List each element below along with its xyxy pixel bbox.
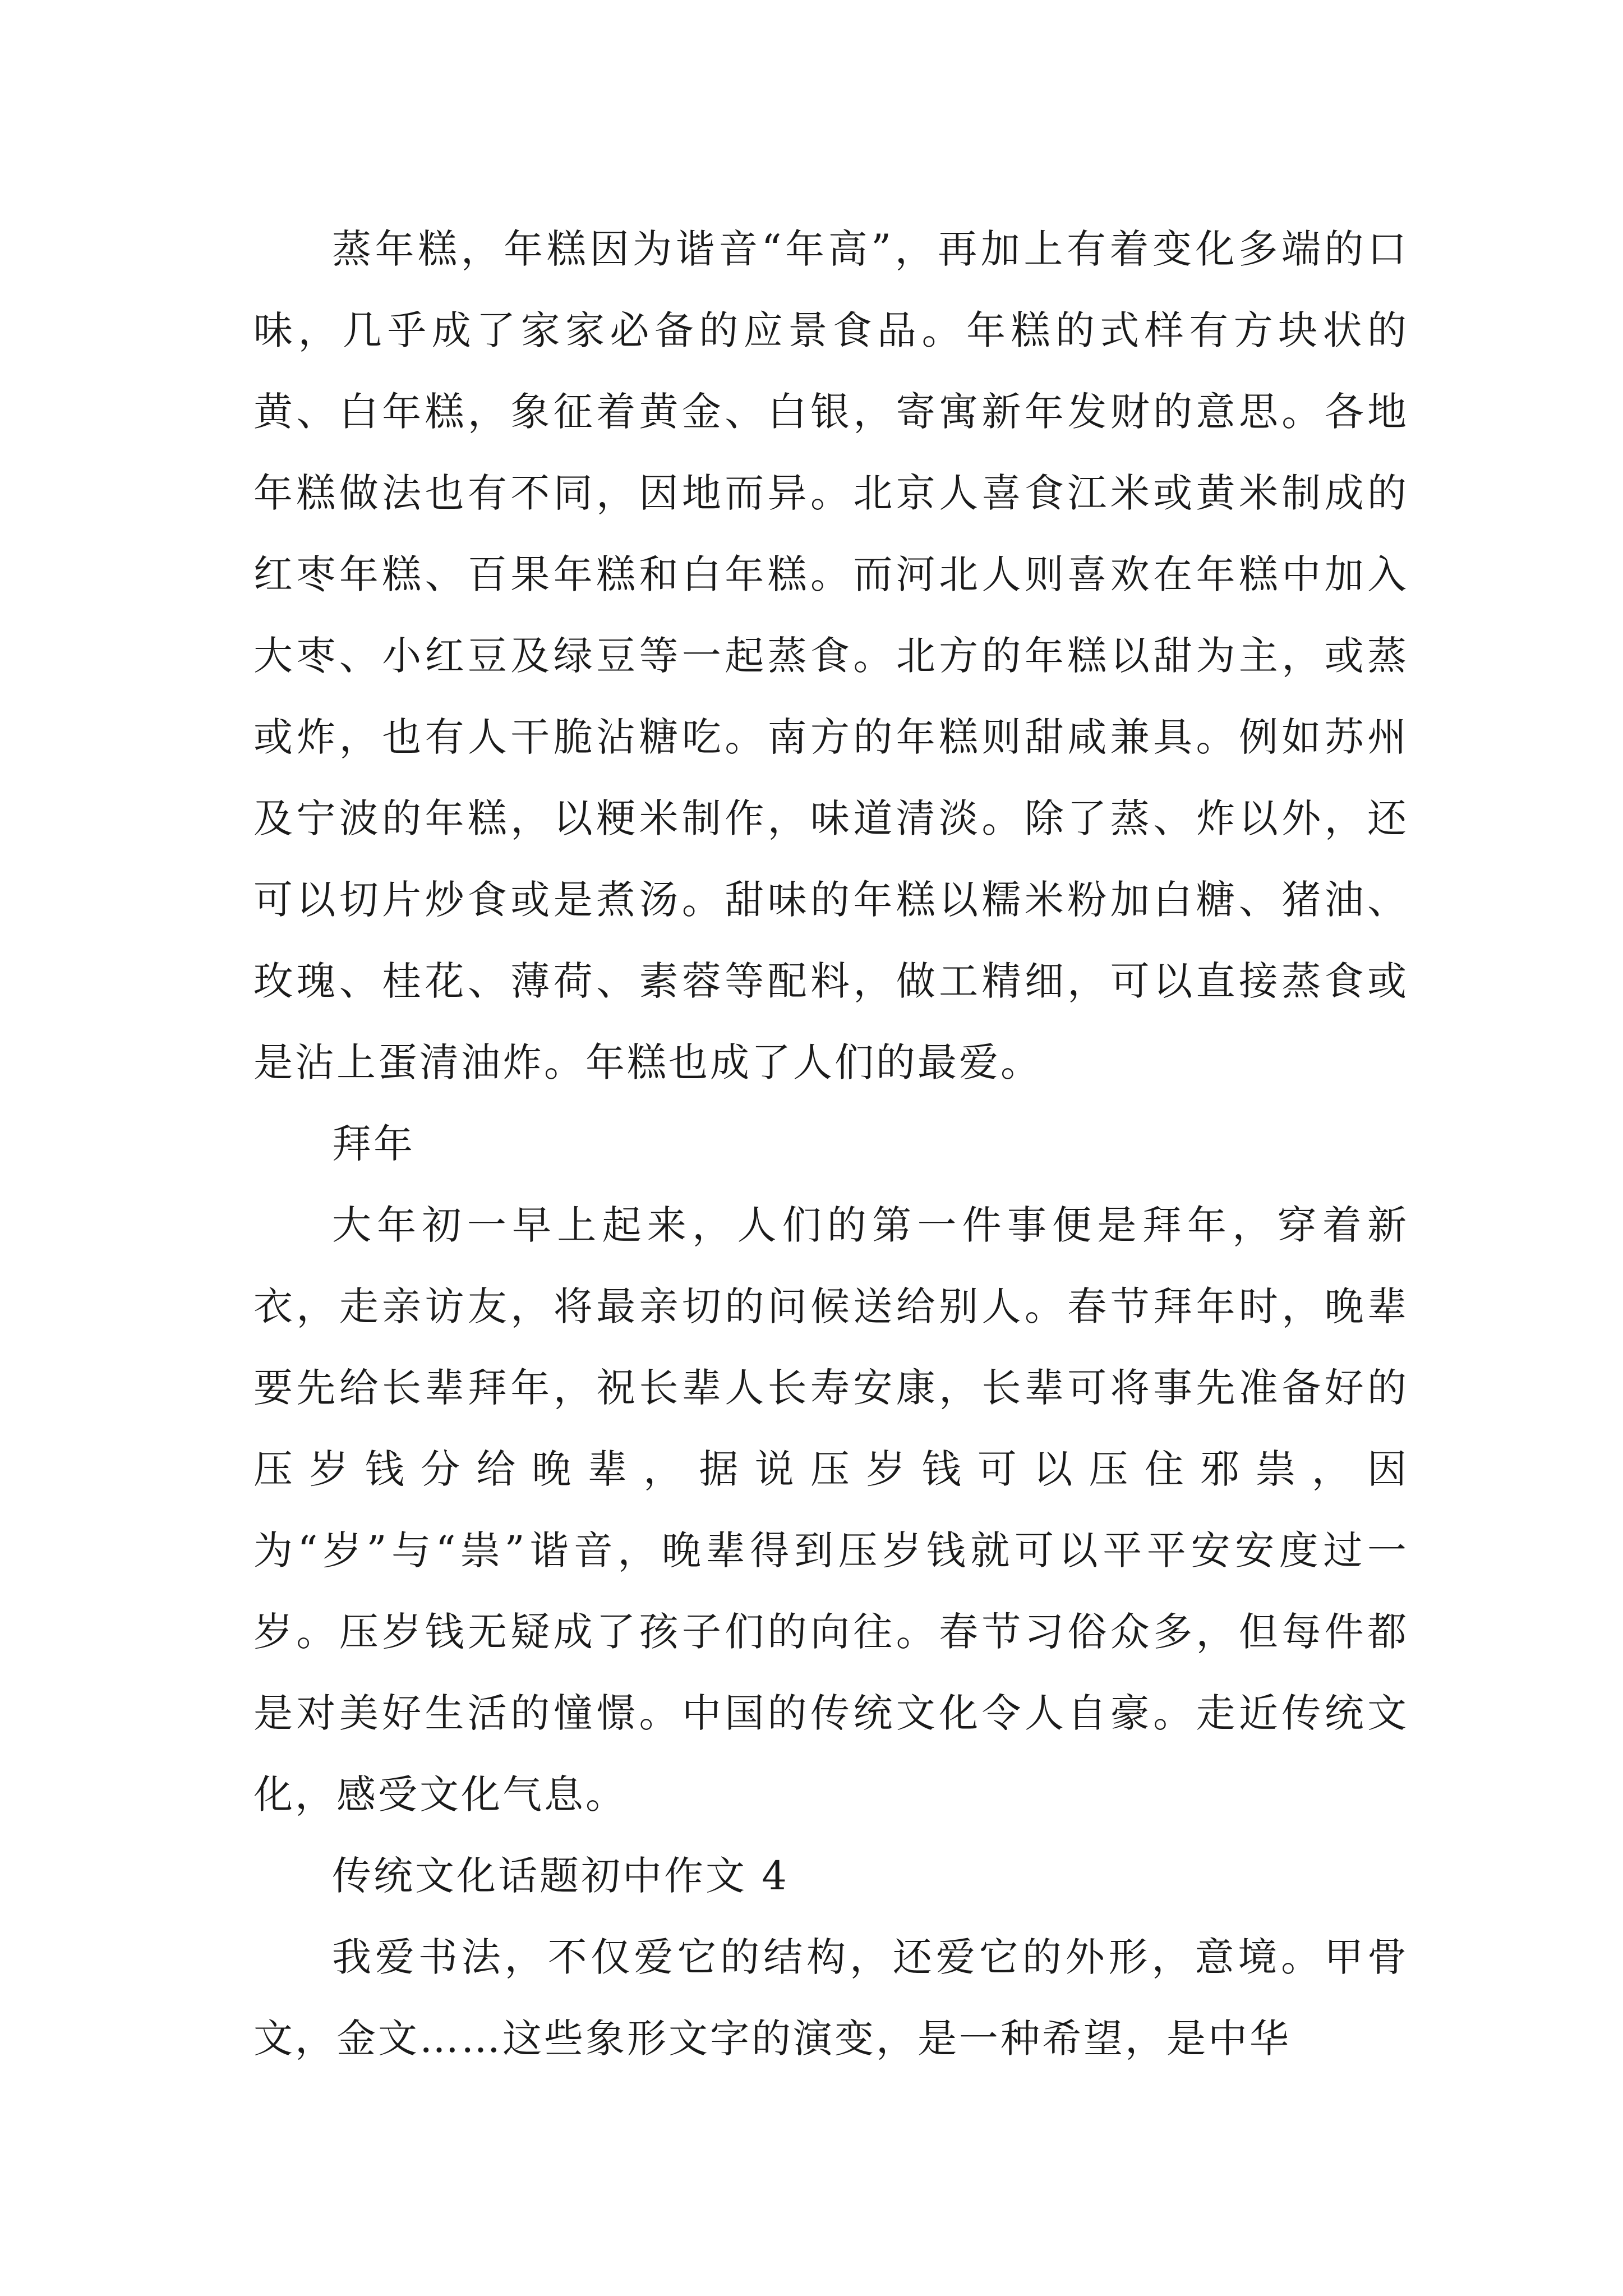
document-body [253,209,1409,2079]
paragraph-nian-gao: 蒸年糕，年糕因为谐音“年高”，再加上有着变化多端的口味，几乎成了家家必备的应景食品。年糕的式样有方块状的黄、白年糕，象征着黄金、白银，寄寓新年发财的意思。各地年糕做法也有不同，因地而异。北京人喜食江米或黄米制成的红枣年糕、百果年糕和白年糕。而河北人则喜欢在年糕中加入大枣、小红豆及绿豆等一起蒸食。北方的年糕以甜为主，或蒸或炸，也有人干脆沾糖吃。南方的年糕则甜咸兼具。例如苏州及宁波的年糕，以粳米制作，味道清淡。除了蒸、炸以外，还可以切片炒食或是煮汤。甜味的年糕以糯米粉加白糖、猪油、玫瑰、桂花、薄荷、素蓉等配料，做工精细，可以直接蒸食或是沾上蛋清油炸。年糕也成了人们的最爱。 [253,226,1409,1085]
section-heading-bai-nian: 拜年 [332,1121,415,1167]
essay-title-4: 传统文化话题初中作文 4 [332,1853,789,1899]
paragraph-bai-nian: 大年初一早上起来，人们的第一件事便是拜年，穿着新衣，走亲访友，将最亲切的问候送给别人。春节拜年时，晚辈要先给长辈拜年，祝长辈人长寿安康，长辈可将事先准备好的压岁钱分给晚辈，据说压岁钱可以压住邪祟，因为“岁”与“祟”谐音，晚辈得到压岁钱就可以平平安安度过一岁。压岁钱无疑成了孩子们的向往。春节习俗众多，但每件都是对美好生活的憧憬。中国的传统文化令人自豪。走近传统文化，感受文化气息。 [253,1202,1409,1818]
paragraph-calligraphy: 我爱书法，不仅爱它的结构，还爱它的外形，意境。甲骨文，金文……这些象形文字的演变，是一种希望，是中华 [253,1934,1409,2062]
